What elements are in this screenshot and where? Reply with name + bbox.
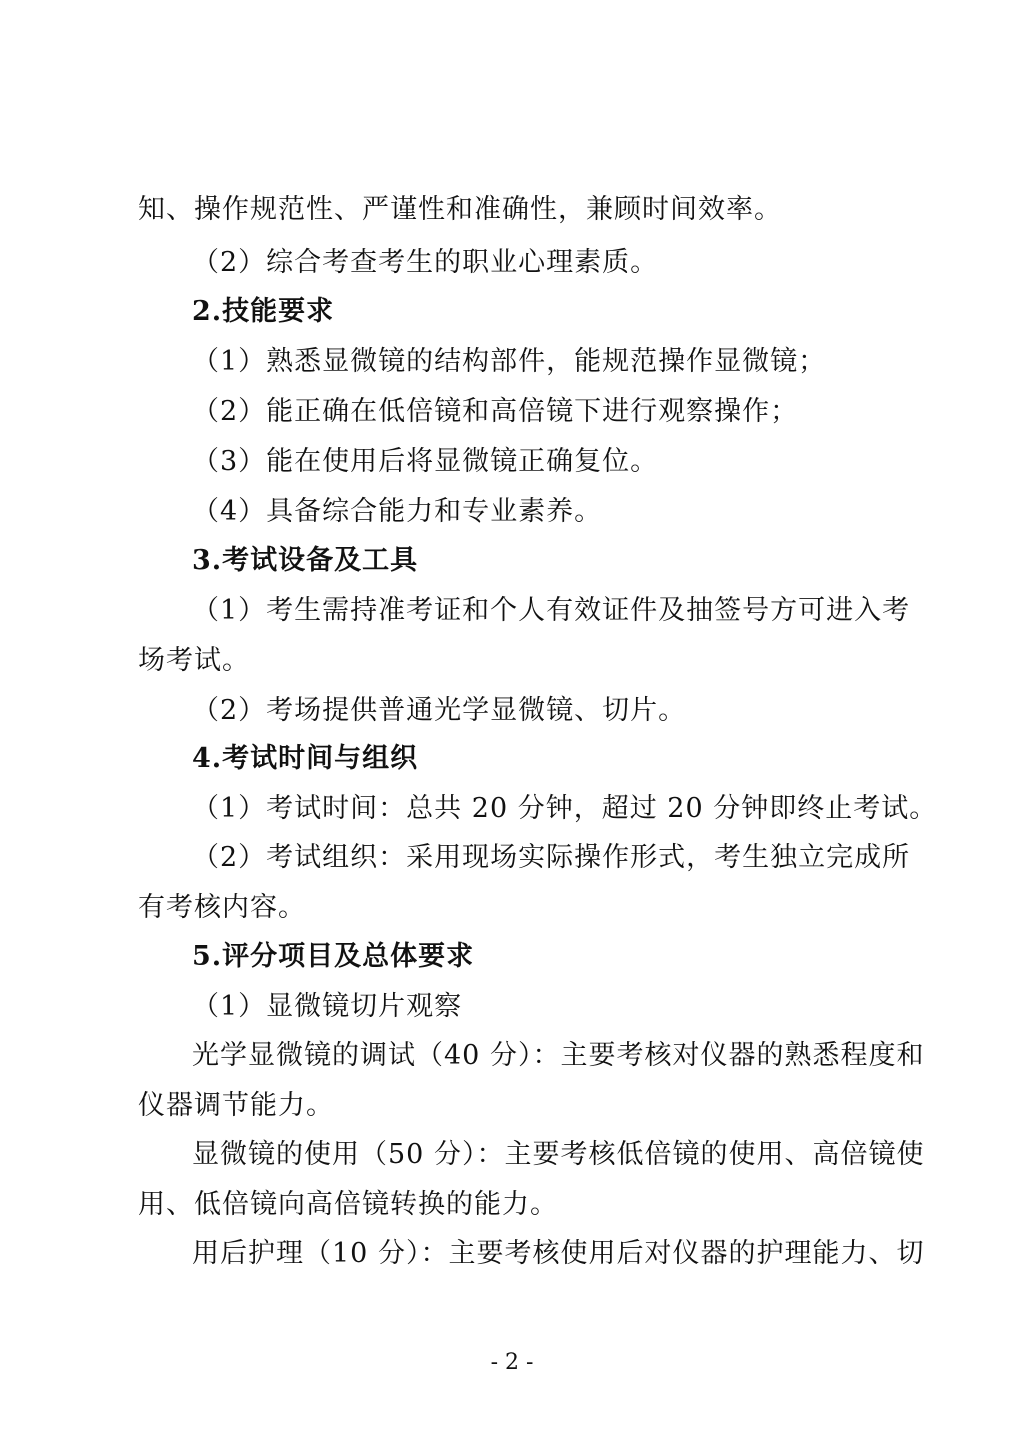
list-item: （3）能在使用后将显微镜正确复位。 [192, 446, 659, 477]
text-line: 用、低倍镜向高倍镜转换的能力。 [138, 1189, 558, 1220]
list-item: （1）考试时间：总共 20 分钟，超过 20 分钟即终止考试。 [192, 793, 938, 824]
text-line: 仪器调节能力。 [138, 1090, 334, 1121]
text-line: 显微镜的使用（50 分）：主要考核低倍镜的使用、高倍镜使 [192, 1139, 925, 1170]
text-line: 有考核内容。 [138, 892, 306, 923]
text-line: 用后护理（10 分）：主要考核使用后对仪器的护理能力、切 [192, 1238, 925, 1269]
list-item: （2）能正确在低倍镜和高倍镜下进行观察操作； [192, 396, 799, 427]
page-number: - 2 - [490, 1350, 534, 1375]
list-item: （1）考生需持准考证和个人有效证件及抽签号方可进入考 [192, 595, 911, 626]
list-item: （2）综合考查考生的职业心理素质。 [192, 247, 659, 278]
section-heading: 2.技能要求 [192, 296, 335, 327]
list-item: （1）熟悉显微镜的结构部件，能规范操作显微镜； [192, 346, 827, 377]
list-item: （2）考场提供普通光学显微镜、切片。 [192, 695, 687, 726]
section-heading: 5.评分项目及总体要求 [192, 941, 475, 972]
list-item: （1）显微镜切片观察 [192, 991, 463, 1022]
list-item: （2）考试组织：采用现场实际操作形式，考生独立完成所 [192, 842, 911, 873]
text-line: 知、操作规范性、严谨性和准确性，兼顾时间效率。 [138, 194, 782, 225]
list-item: （4）具备综合能力和专业素养。 [192, 496, 603, 527]
text-line: 光学显微镜的调试（40 分）：主要考核对仪器的熟悉程度和 [192, 1040, 925, 1071]
section-heading: 3.考试设备及工具 [192, 545, 419, 576]
section-heading: 4.考试时间与组织 [192, 743, 419, 774]
text-line: 场考试。 [138, 645, 250, 676]
